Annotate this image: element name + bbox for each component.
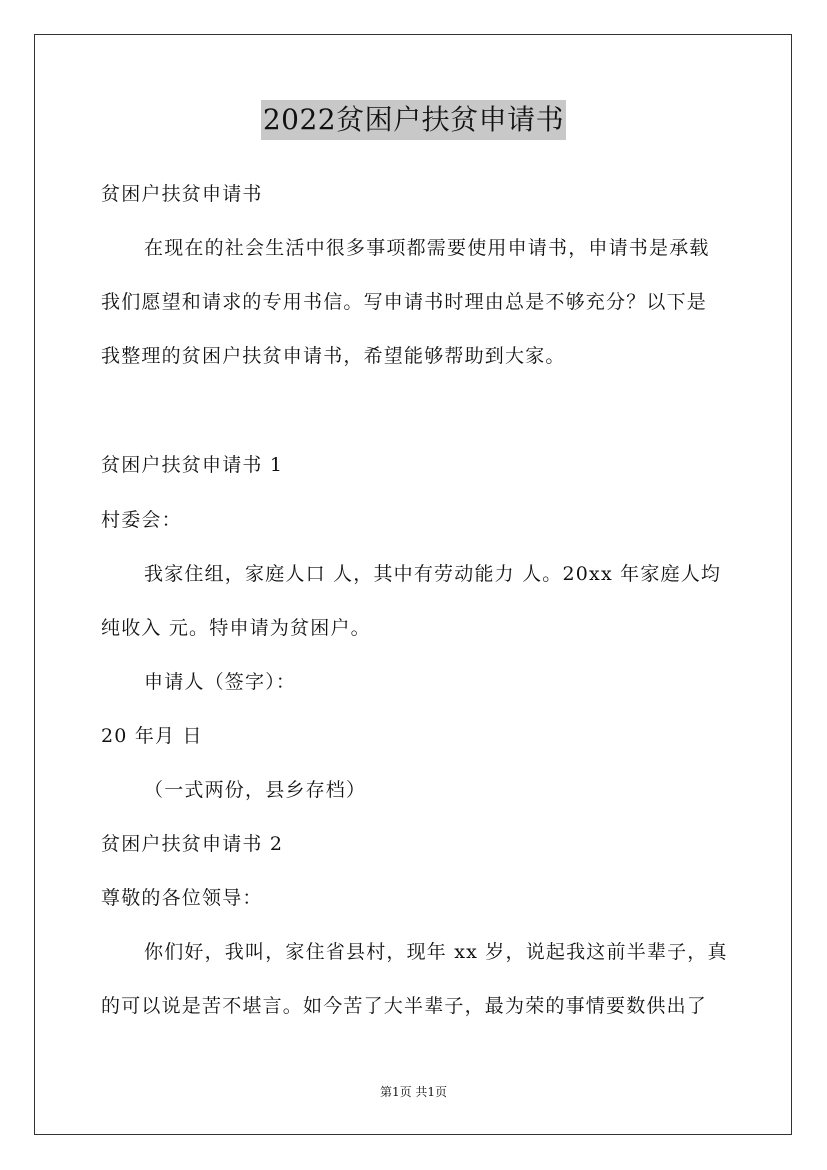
salutation: 村委会： xyxy=(101,509,182,531)
paragraph-line: 的可以说是苦不堪言。如今苦了大半辈子，最为荣的事情要数供出了 xyxy=(101,995,708,1017)
salutation: 尊敬的各位领导： xyxy=(101,887,263,909)
page-footer: 第1页 共1页 xyxy=(379,1085,448,1099)
copies-note: （一式两份，县乡存档） xyxy=(144,779,367,801)
paragraph-line: 我们愿望和请求的专用书信。写申请书时理由总是不够充分？以下是 xyxy=(101,291,708,313)
date-line: 20 年月 日 xyxy=(101,725,203,747)
intro-heading: 贫困户扶贫申请书 xyxy=(101,183,263,205)
signature-line: 申请人（签字）： xyxy=(144,671,297,693)
paragraph-line: 我整理的贫困户扶贫申请书，希望能够帮助到大家。 xyxy=(101,345,566,367)
paragraph-line: 我家住组，家庭人口 人，其中有劳动能力 人。20xx 年家庭人均 xyxy=(144,563,722,585)
title-container xyxy=(0,100,827,140)
paragraph-line: 你们好，我叫，家住省县村，现年 xx 岁，说起我这前半辈子，真 xyxy=(144,941,728,963)
paragraph-line: 在现在的社会生活中很多事项都需要使用申请书，申请书是承载 xyxy=(144,237,710,259)
paragraph-line: 纯收入 元。特申请为贫困户。 xyxy=(101,617,371,639)
document-title: 2022贫困户扶贫申请书 xyxy=(261,100,566,140)
section-heading-2: 贫困户扶贫申请书 2 xyxy=(101,833,284,855)
section-heading-1: 贫困户扶贫申请书 1 xyxy=(101,454,284,476)
